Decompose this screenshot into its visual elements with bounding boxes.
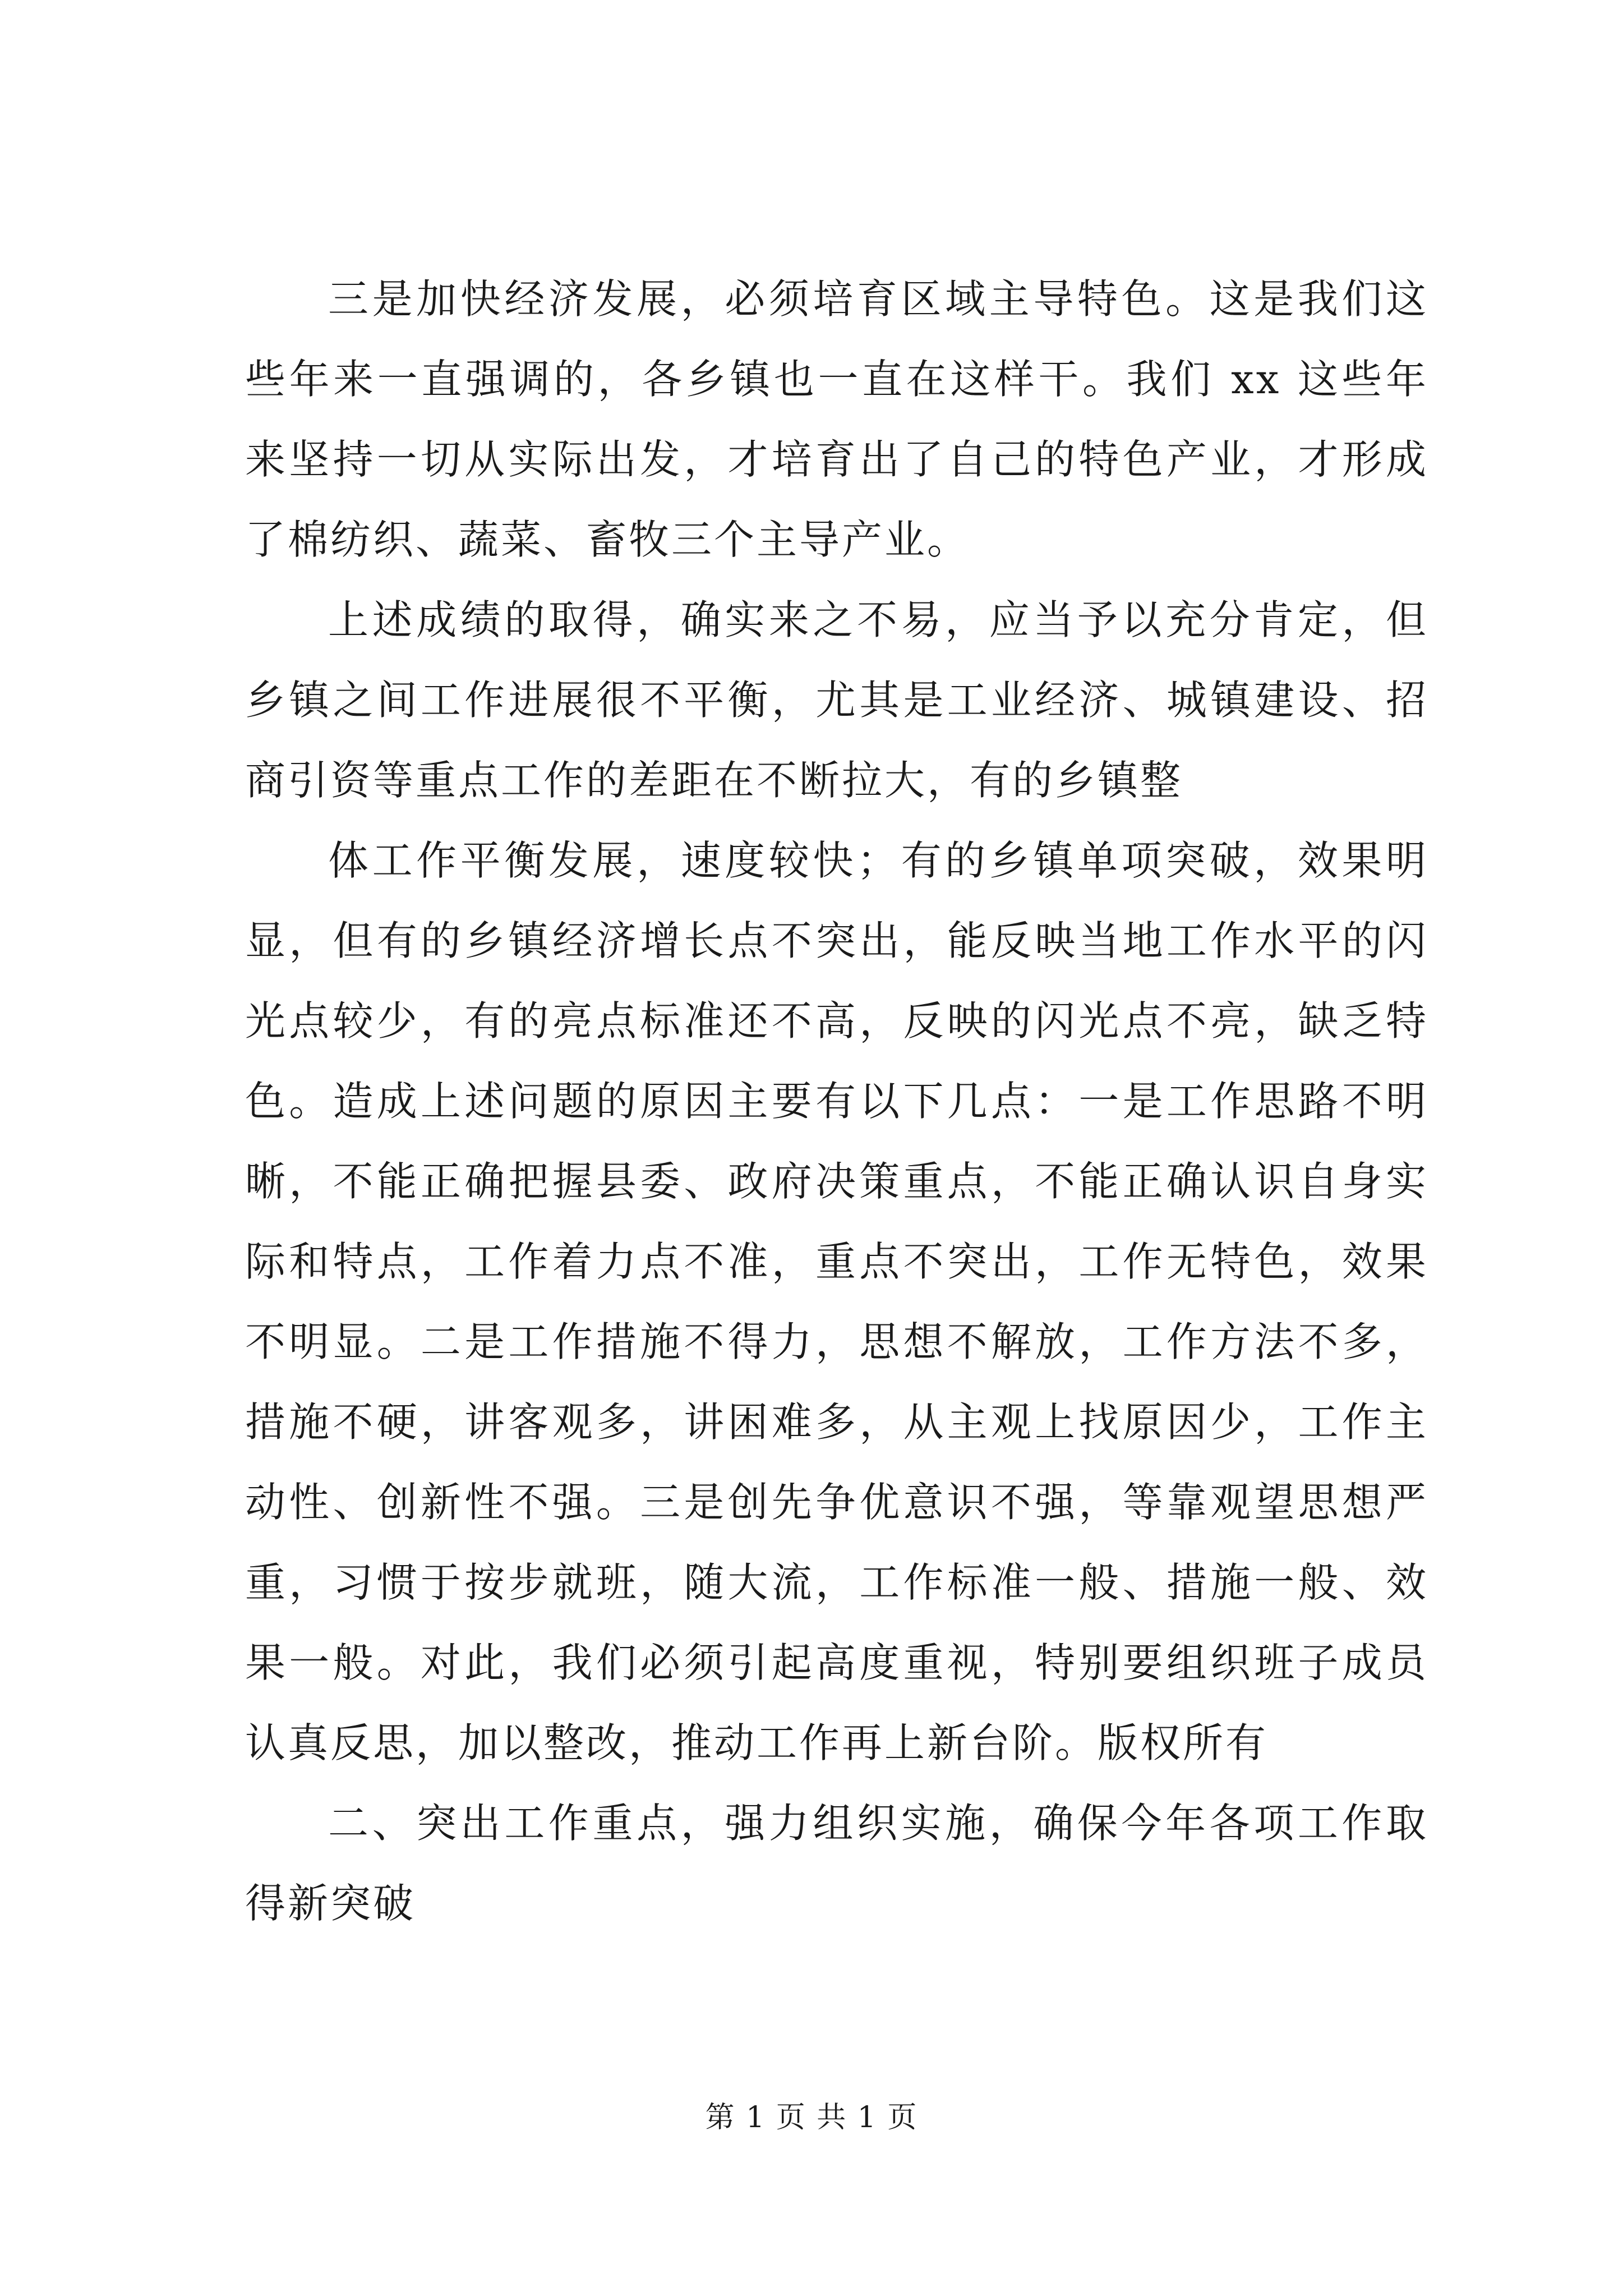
paragraph-regional-specialty: 三是加快经济发展，必须培育区域主导特色。这是我们这些年来一直强调的，各乡镇也一直在这样干。我们 xx 这些年来坚持一切从实际出发，才培育出了自己的特色产业，才形成了棉纺织、蔬菜、畜牧三个主导产业。	[245, 275, 1428, 563]
section-heading-key-work: 二、突出工作重点，强力组织实施，确保今年各项工作取得新突破	[245, 1800, 1428, 1927]
document-body	[245, 259, 1428, 1944]
paragraph-achievements: 上述成绩的取得，确实来之不易，应当予以充分肯定，但乡镇之间工作进展很不平衡，尤其是工业经济、城镇建设、招商引资等重点工作的差距在不断拉大，有的乡镇整	[245, 596, 1428, 804]
page-number-footer: 第 1 页 共 1 页	[705, 2101, 918, 2134]
paragraph-problems-causes: 体工作平衡发展，速度较快；有的乡镇单项突破，效果明显，但有的乡镇经济增长点不突出，能反映当地工作水平的闪光点较少，有的亮点标准还不高，反映的闪光点不亮，缺乏特色。造成上述问题的原因主要有以下几点：一是工作思路不明晰，不能正确把握县委、政府决策重点，不能正确认识自身实际和特点，工作着力点不准，重点不突出，工作无特色，效果不明显。二是工作措施不得力，思想不解放，工作方法不多，措施不硬，讲客观多，讲困难多，从主观上找原因少，工作主动性、创新性不强。三是创先争优意识不强，等靠观望思想严重，习惯于按步就班，随大流，工作标准一般、措施一般、效果一般。对此，我们必须引起高度重视，特别要组织班子成员认真反思，加以整改，推动工作再上新台阶。版权所有	[245, 837, 1428, 1766]
